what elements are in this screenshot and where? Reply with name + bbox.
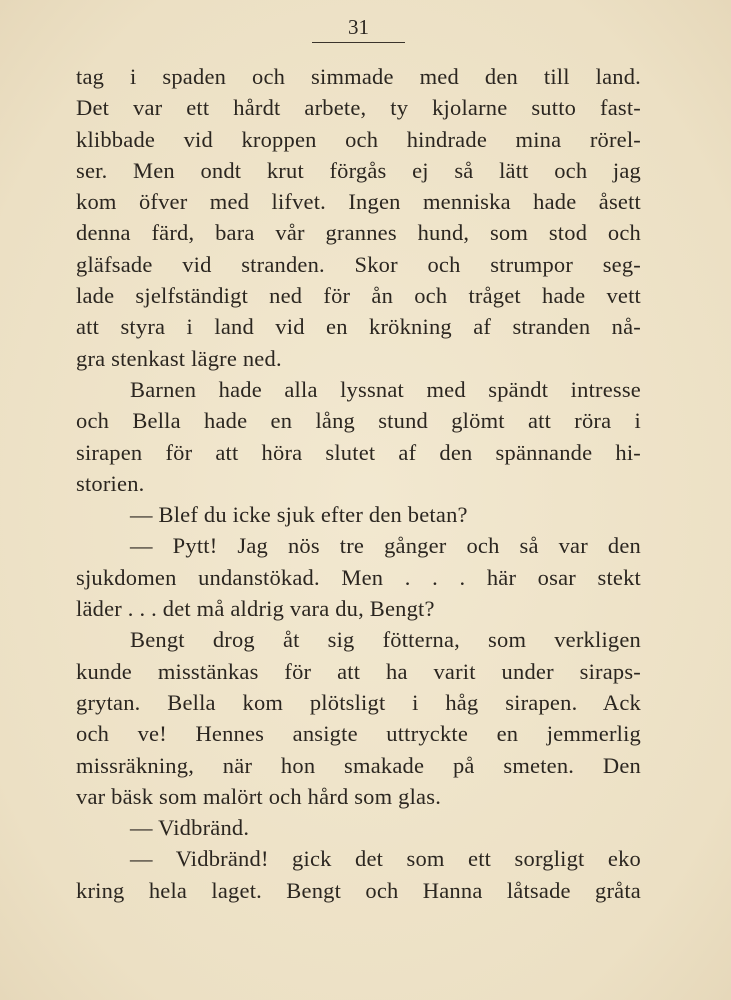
text-line: kom öfver med lifvet. Ingen menniska hade åsett: [76, 189, 641, 215]
text-line: var bäsk som malört och hård som glas.: [76, 783, 442, 809]
text-line: grytan. Bella kom plötsligt i håg sirapen. Ack: [76, 689, 641, 715]
text-line: gläfsade vid stranden. Skor och strumpor seg-: [76, 251, 641, 277]
text-line: — Vidbränd.: [130, 815, 250, 841]
text-line: — Pytt! Jag nös tre gånger och så var den: [130, 533, 641, 559]
text-line: klibbade vid kroppen och hindrade mina rörel-: [76, 126, 641, 152]
text-line: denna färd, bara vår grannes hund, som stod och: [76, 220, 641, 246]
text-line: kring hela laget. Bengt och Hanna låtsade gråta: [76, 877, 641, 903]
text-line: att styra i land vid en krökning af stranden nå-: [76, 314, 641, 340]
text-line: gra stenkast lägre ned.: [76, 345, 282, 371]
text-line: kunde misstänkas för att ha varit under siraps-: [76, 658, 641, 684]
text-line: sirapen för att höra slutet af den spännande hi-: [76, 439, 641, 465]
text-line: sjukdomen undanstökad. Men . . . här osar stekt: [76, 564, 641, 590]
body-text: [76, 61, 641, 906]
text-line: Det var ett hårdt arbete, ty kjolarne sutto fast-: [76, 95, 641, 121]
text-line: tag i spaden och simmade med den till land.: [76, 64, 641, 89]
page-number: 31: [312, 14, 405, 43]
text-line: och ve! Hennes ansigte uttryckte en jemmerlig: [76, 721, 641, 747]
text-line: missräkning, när hon smakade på smeten. Den: [76, 752, 641, 778]
text-line: Barnen hade alla lyssnat med spändt intresse: [130, 376, 641, 402]
text-line: läder . . . det må aldrig vara du, Bengt?: [76, 596, 435, 622]
text-line: storien.: [76, 470, 145, 496]
text-line: ser. Men ondt krut förgås ej så lätt och jag: [76, 157, 641, 183]
text-line: — Vidbränd! gick det som ett sorgligt eko: [130, 846, 641, 872]
text-line: — Blef du icke sjuk efter den betan?: [130, 502, 468, 528]
text-line: och Bella hade en lång stund glömt att röra i: [76, 408, 641, 434]
text-line: lade sjelfständigt ned för ån och tråget hade vett: [76, 283, 641, 309]
text-line: Bengt drog åt sig fötterna, som verkligen: [130, 627, 641, 653]
